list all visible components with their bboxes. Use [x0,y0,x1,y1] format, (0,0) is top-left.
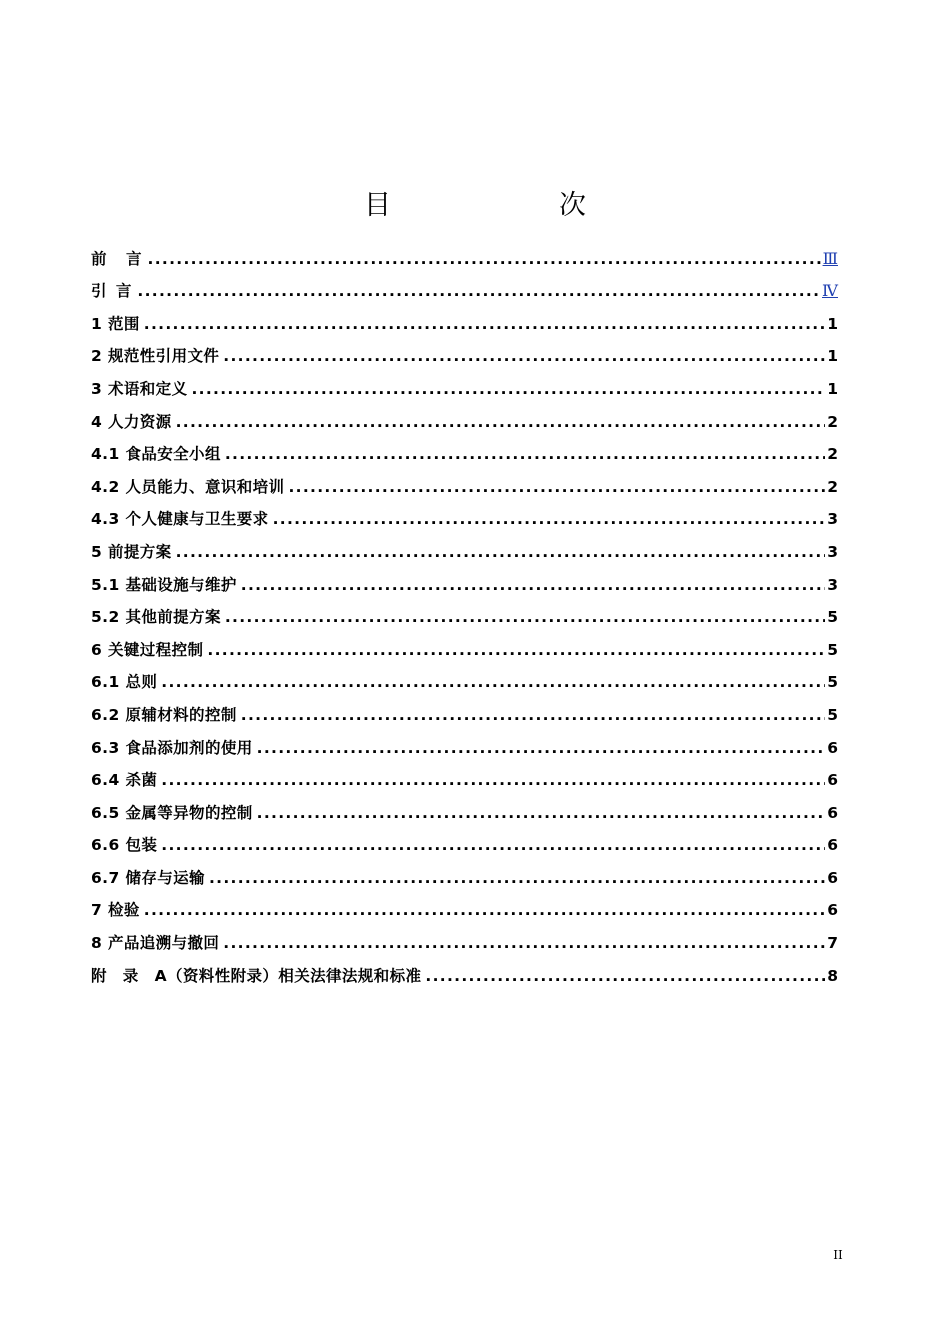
toc-entry[interactable] [91,888,838,921]
toc-entry-label: 6.3 食品添加剂的使用 [91,738,253,757]
toc-entry[interactable] [91,725,838,758]
toc-page-link[interactable]: Ⅲ [822,248,838,268]
toc-entry-label: 6.2 原辅材料的控制 [91,705,237,724]
toc-page-number: 1 [827,379,838,398]
toc-leader-dots [148,249,821,269]
toc-entry[interactable] [91,595,838,628]
toc-page-number: 5 [827,705,838,724]
toc-entry-label: 1 范围 [91,314,140,333]
toc-entry[interactable] [91,366,838,399]
toc-entry[interactable] [91,855,838,888]
toc-page-number: 3 [827,542,838,561]
toc-entry-appendix-a[interactable] [91,953,838,986]
toc-entry-label: 7 检验 [91,901,140,920]
toc-entry[interactable] [91,920,838,953]
toc-page-number: 1 [827,347,838,366]
toc-entry-label: 4.2 人员能力、意识和培训 [91,477,285,496]
toc-leader-dots [223,346,825,366]
toc-leader-dots [425,966,825,986]
toc-entry-label: 3 术语和定义 [91,379,188,398]
toc-entry[interactable] [91,660,838,693]
toc-entry[interactable] [91,301,838,334]
toc-entry[interactable] [91,464,838,497]
toc-page-number: 5 [827,673,838,692]
toc-entry-label: 4 人力资源 [91,412,172,431]
toc-entry-label: 6.6 包装 [91,836,158,855]
toc-leader-dots [161,835,825,855]
toc-entry[interactable] [91,627,838,660]
toc-page-number: 1 [827,314,838,333]
toc-entry[interactable] [91,562,838,595]
toc-leader-dots [225,444,825,464]
toc-entry[interactable] [91,432,838,465]
toc-leader-dots [223,933,825,953]
toc-entry[interactable] [91,529,838,562]
toc-page-number: 6 [827,771,838,790]
toc-entry[interactable] [91,692,838,725]
toc-leader-dots [257,738,826,758]
toc-entry-preface[interactable] [91,236,838,269]
table-of-contents [91,236,838,986]
toc-page-number: 2 [827,477,838,496]
toc-page-number: 5 [827,608,838,627]
toc-leader-dots [241,575,825,595]
toc-entry-label: 5.1 基础设施与维护 [91,575,237,594]
toc-entry-label: 引 言 [91,282,134,301]
toc-entry-label: 附 录 A（资料性附录）相关法律法规和标准 [91,966,422,985]
toc-leader-dots [191,379,825,399]
toc-page-number: 2 [827,412,838,431]
toc-page-number: 3 [827,575,838,594]
toc-entry-label: 6 关键过程控制 [91,640,204,659]
toc-leader-dots [144,900,825,920]
page-number: II [833,1248,843,1262]
toc-entry-label: 5 前提方案 [91,542,172,561]
toc-entry-label: 4.3 个人健康与卫生要求 [91,510,269,529]
toc-entry[interactable] [91,399,838,432]
toc-leader-dots [273,509,826,529]
toc-page-number: 6 [827,901,838,920]
toc-entry-label: 6.5 金属等异物的控制 [91,803,253,822]
toc-leader-dots [161,770,825,790]
toc-page-number: 5 [827,640,838,659]
toc-page-number: 8 [827,966,838,985]
toc-page-number: 2 [827,445,838,464]
toc-leader-dots [288,477,825,497]
toc-entry-label: 2 规范性引用文件 [91,347,220,366]
toc-entry-introduction[interactable] [91,269,838,302]
toc-page-number: 6 [827,836,838,855]
toc-title: 目 次 [364,190,624,221]
toc-page-number: 6 [827,868,838,887]
toc-leader-dots [176,542,826,562]
toc-page-number: 7 [827,934,838,953]
toc-entry[interactable] [91,758,838,791]
toc-page-link[interactable]: Ⅳ [822,281,838,301]
toc-leader-dots [176,412,826,432]
toc-entry-label: 4.1 食品安全小组 [91,445,221,464]
toc-leader-dots [161,672,825,692]
toc-entry[interactable] [91,790,838,823]
toc-leader-dots [137,281,820,301]
toc-entry-label: 6.1 总则 [91,673,158,692]
toc-entry-label: 6.7 储存与运输 [91,868,205,887]
toc-page-number: 6 [827,803,838,822]
toc-leader-dots [207,640,825,660]
toc-entry[interactable] [91,497,838,530]
toc-entry-label: 5.2 其他前提方案 [91,608,221,627]
toc-page-number: 6 [827,738,838,757]
toc-leader-dots [225,607,825,627]
toc-entry-label: 6.4 杀菌 [91,771,158,790]
toc-leader-dots [144,314,825,334]
toc-entry[interactable] [91,334,838,367]
toc-entry-label: 8 产品追溯与撤回 [91,934,220,953]
toc-entry[interactable] [91,823,838,856]
toc-leader-dots [241,705,825,725]
toc-leader-dots [257,803,826,823]
toc-page-number: 3 [827,510,838,529]
toc-entry-label: 前 言 [91,249,144,268]
toc-leader-dots [209,868,825,888]
